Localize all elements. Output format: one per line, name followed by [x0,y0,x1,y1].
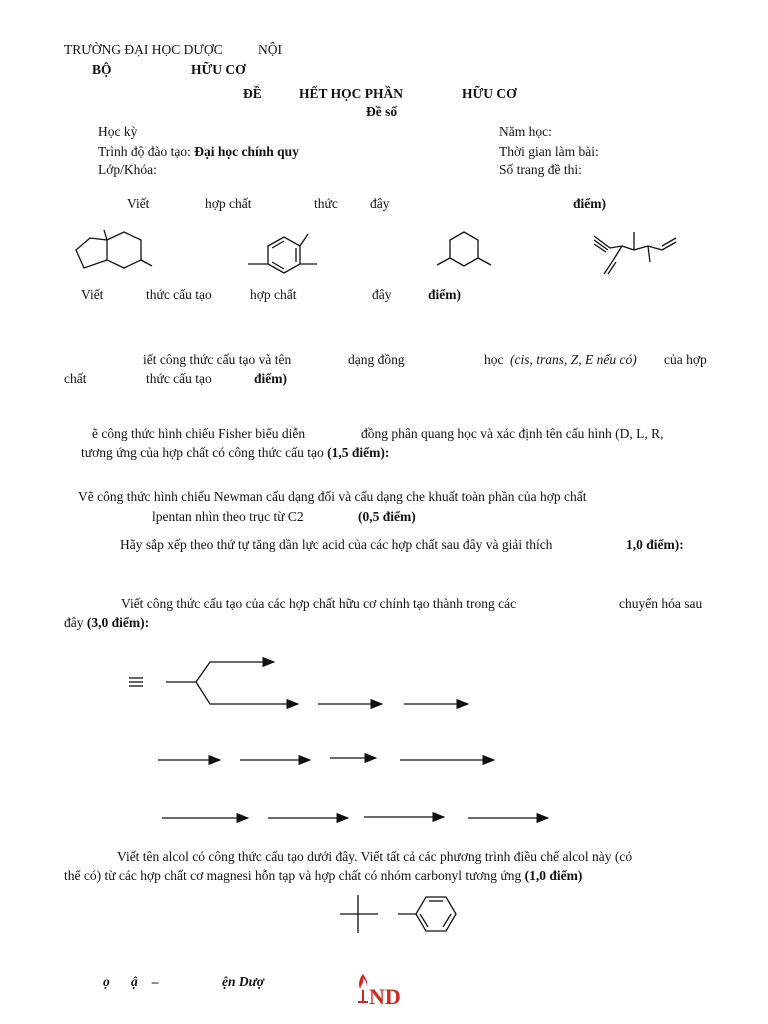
school-name [64,42,223,58]
q2-points: điểm) [428,287,461,302]
structure-alcohol [336,893,476,943]
q2-word-4: đây [372,287,392,302]
title-part3: HỮU CƠ [462,86,517,101]
info-trinh-do-value: Đại học chính quy [194,144,299,159]
q1-word-1: Viết [127,196,150,211]
q5-line2: lpentan nhìn theo trục từ C2 [152,509,304,524]
q1-points: điểm) [573,196,606,211]
q7-points: (3,0 điểm): [86,615,150,630]
q4-line1-b: đồng phân quang học và xác định tên cấu hình (D, L, R, [361,426,664,441]
q3-line1-b: dạng đồng [348,352,405,367]
q8-line2 [64,868,582,884]
q8-line2-text: thể có) từ các hợp chất cơ magnesi hỗn tạp và hợp chất có nhóm carbonyl tương ứng [64,868,522,883]
q1-word-2: hợp chất [205,196,252,211]
info-hoc-ky: Học kỳ [98,124,138,139]
footer-logo [355,970,415,1010]
q8-line1: Viết tên alcol có công thức cấu tạo dưới đây. Viết tất cả các phương trình điều chế alcol này (có [117,849,633,864]
info-trinh-do-label: Trình độ đào tạo: [98,144,191,159]
q3-points: điểm) [254,371,287,386]
info-lop: Lớp/Khóa: [98,162,157,177]
q7-line2 [64,615,149,631]
footer-text-d: ện Dượ [222,974,264,989]
q3-line2-a: chất [64,371,87,386]
q2-word-1: Viết [81,287,104,302]
info-trinh-do [98,144,299,160]
q4-line2 [81,445,389,461]
q6-points: 1,0 điểm): [626,537,684,552]
department-b: HỮU CƠ [191,62,246,77]
footer-text-c: – [152,974,159,989]
info-nam-hoc: Năm học: [499,124,552,139]
q8-points: (1,0 điểm) [524,868,583,883]
q4-points: (1,5 điểm): [327,445,390,460]
title-part2: HẾT HỌC PHẦN [299,86,404,101]
footer-text-b: ậ [131,974,138,989]
structure-enyne-chain [590,226,690,282]
q3-line1-e: của hợp [664,352,707,367]
structure-hydrindane [70,228,160,288]
structure-dimethylcyclohexane [432,228,502,278]
q2-word-3: hợp chất [250,287,297,302]
q7-line2-text: đây [64,615,84,630]
footer-text-a: ọ [103,974,110,989]
school-name-text: TRƯỜNG ĐẠI HỌC DƯỢC [64,42,223,57]
exam-number: Đề số [366,104,398,119]
q1-word-4: đây [370,196,390,211]
q2-word-2: thức cấu tạo [146,287,212,302]
triple-bond-symbol [129,678,143,686]
reaction-scheme [120,650,680,830]
info-so-trang: Số trang đề thi: [499,162,582,177]
q1-word-3: thức [314,196,338,211]
title-part1: ĐỀ [243,86,262,101]
q5-points: (0,5 điểm) [358,509,416,524]
info-thoi-gian: Thời gian làm bài: [499,144,599,159]
q7-line1-b: chuyển hóa sau [619,596,703,611]
structure-trimethylbenzene [246,230,326,290]
q3-line1-c: học [484,352,504,367]
q4-line1-a: ẽ công thức hình chiếu Fisher biểu diễn [92,426,306,441]
school-name-tail: NỘI [258,42,282,57]
q3-line1-a: iết công thức cấu tạo và tên [143,352,292,367]
q3-line1-d: (cis, trans, Z, E nếu có) [510,352,637,367]
q7-line1-a: Viết công thức cấu tạo của các hợp chất hữu cơ chính tạo thành trong các [121,596,517,611]
q6-text: Hãy sắp xếp theo thứ tự tăng dần lực acid của các hợp chất sau đây và giải thích [120,537,553,552]
department-a: BỘ [92,62,112,77]
q3-line2-b: thức cấu tạo [146,371,212,386]
q4-line2-text: tương ứng của hợp chất có công thức cấu tạo [81,445,324,460]
q5-line1: Vẽ công thức hình chiếu Newman cấu dạng đối và cấu dạng che khuất toàn phần của hợp chất [78,489,587,504]
logo-text: ND [369,984,401,1009]
